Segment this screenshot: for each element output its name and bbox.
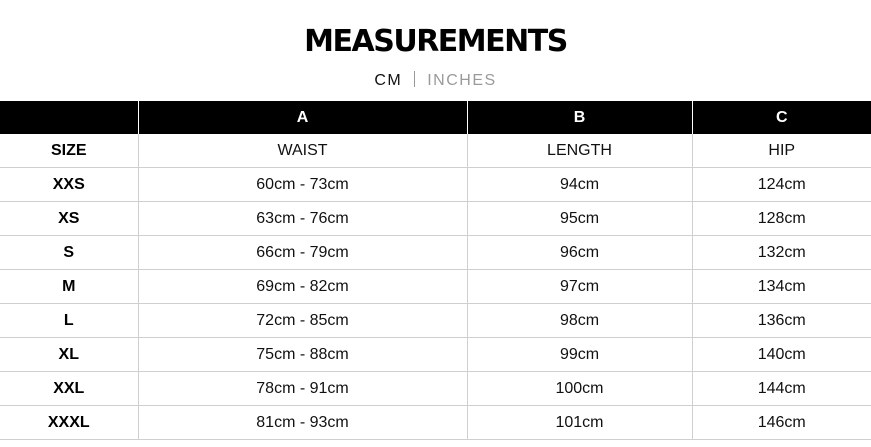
size-cell: XXS xyxy=(0,168,138,202)
column-header-length: LENGTH xyxy=(467,134,692,168)
column-letter-row xyxy=(0,101,871,134)
length-cell: 99cm xyxy=(467,338,692,372)
table-row xyxy=(0,236,871,270)
size-chart-table xyxy=(0,101,871,440)
waist-cell: 81cm - 93cm xyxy=(138,406,467,440)
column-header-size: SIZE xyxy=(0,134,138,168)
hip-cell: 134cm xyxy=(692,270,871,304)
table-row xyxy=(0,202,871,236)
column-letter-c: C xyxy=(692,101,871,134)
size-cell: S xyxy=(0,236,138,270)
table-row xyxy=(0,372,871,406)
size-cell: L xyxy=(0,304,138,338)
table-row xyxy=(0,270,871,304)
waist-cell: 60cm - 73cm xyxy=(138,168,467,202)
column-header-waist: WAIST xyxy=(138,134,467,168)
hip-cell: 144cm xyxy=(692,372,871,406)
table-row xyxy=(0,168,871,202)
hip-cell: 124cm xyxy=(692,168,871,202)
hip-cell: 140cm xyxy=(692,338,871,372)
column-header-hip: HIP xyxy=(692,134,871,168)
unit-separator xyxy=(414,71,415,87)
hip-cell: 132cm xyxy=(692,236,871,270)
column-name-row xyxy=(0,134,871,168)
length-cell: 95cm xyxy=(467,202,692,236)
length-cell: 96cm xyxy=(467,236,692,270)
length-cell: 101cm xyxy=(467,406,692,440)
waist-cell: 63cm - 76cm xyxy=(138,202,467,236)
page-title: MEASUREMENTS xyxy=(304,24,567,59)
waist-cell: 78cm - 91cm xyxy=(138,372,467,406)
hip-cell: 136cm xyxy=(692,304,871,338)
unit-inches-toggle[interactable]: INCHES xyxy=(427,72,497,89)
waist-cell: 69cm - 82cm xyxy=(138,270,467,304)
waist-cell: 72cm - 85cm xyxy=(138,304,467,338)
size-cell: M xyxy=(0,270,138,304)
waist-cell: 66cm - 79cm xyxy=(138,236,467,270)
table-row xyxy=(0,304,871,338)
column-letter-blank xyxy=(0,101,138,134)
size-cell: XXXL xyxy=(0,406,138,440)
size-cell: XS xyxy=(0,202,138,236)
column-letter-b: B xyxy=(467,101,692,134)
length-cell: 94cm xyxy=(467,168,692,202)
length-cell: 98cm xyxy=(467,304,692,338)
size-cell: XXL xyxy=(0,372,138,406)
length-cell: 100cm xyxy=(467,372,692,406)
waist-cell: 75cm - 88cm xyxy=(138,338,467,372)
column-letter-a: A xyxy=(138,101,467,134)
unit-toggle xyxy=(0,70,871,92)
unit-cm-toggle[interactable]: CM xyxy=(374,72,403,89)
hip-cell: 146cm xyxy=(692,406,871,440)
hip-cell: 128cm xyxy=(692,202,871,236)
table-row xyxy=(0,406,871,440)
table-row xyxy=(0,338,871,372)
length-cell: 97cm xyxy=(467,270,692,304)
size-cell: XL xyxy=(0,338,138,372)
